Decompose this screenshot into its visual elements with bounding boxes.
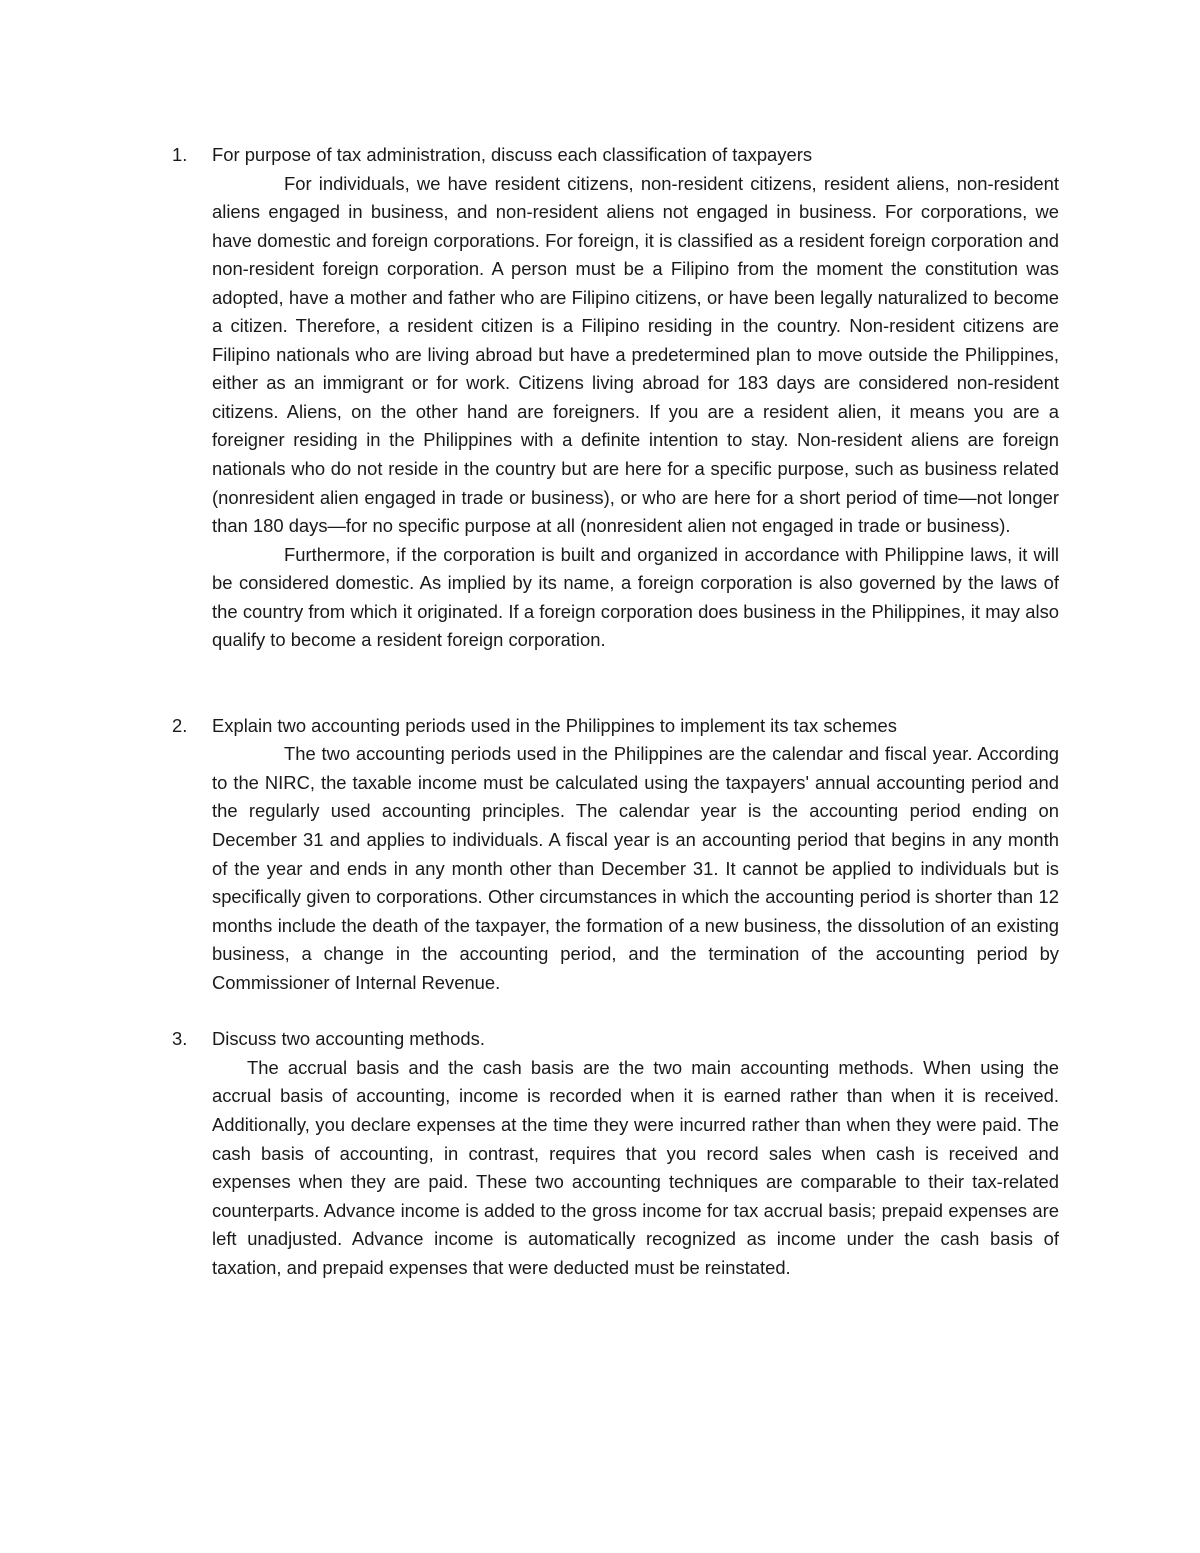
question-item-2 [172, 712, 1059, 997]
item-number: 3. [172, 1028, 188, 1050]
question-heading: For purpose of tax administration, discuss each classification of taxpayers [212, 144, 813, 165]
answer-paragraph: For individuals, we have resident citizens, non-resident citizens, resident aliens, non-resident aliens engaged in business, and non-resident aliens not engaged in business. For corporations, we have domestic and foreign corporations. For foreign, it is classified as a resident foreign corporation and non-resident foreign corporation. A person must be a Filipino from the moment the constitution was adopted, have a mother and father who are Filipino citizens, or have been legally naturalized to become a citizen. Therefore, a resident citizen is a Filipino residing in the country. Non-resident citizens are Filipino nationals who are living abroad but have a predetermined plan to move outside the Philippines, either as an immigrant or for work. Citizens living abroad for 183 days are considered non-resident citizens. Aliens, on the other hand are foreigners. If you are a resident alien, it means you are a foreigner residing in the Philippines with a definite intention to stay. Non-resident aliens are foreign nationals who do not reside in the country but are here for a specific purpose, such as business related (nonresident alien engaged in trade or business), or who are here for a short period of time—not longer than 180 days—for no specific purpose at all (nonresident alien not engaged in trade or business). [212, 172, 1059, 537]
question-heading: Explain two accounting periods used in the Philippines to implement its tax schemes [212, 714, 897, 736]
question-heading: Discuss two accounting methods. [212, 1028, 485, 1050]
item-number: 1. [172, 144, 188, 165]
document-body [172, 141, 1059, 1282]
question-item-1 [172, 141, 1059, 655]
answer-paragraph: The two accounting periods used in the Philippines are the calendar and fiscal year. According to the NIRC, the taxable income must be calculated using the taxpayers' annual accounting period and the regularly used accounting principles. The calendar year is the accounting period ending on December 31 and applies to individuals. A fiscal year is an accounting period that begins in any month of the year and ends in any month other than December 31. It cannot be applied to individuals but is specifically given to corporations. Other circumstances in which the accounting period is shorter than 12 months include the death of the taxpayer, the formation of a new business, the dissolution of an existing business, a change in the accounting period, and the termination of the accounting period by Commissioner of Internal Revenue. [212, 743, 1059, 993]
item-number: 2. [172, 714, 188, 736]
answer-paragraph: The accrual basis and the cash basis are the two main accounting methods. When using the accrual basis of accounting, income is recorded when it is earned rather than when it is received. Additionally, you declare expenses at the time they were incurred rather than when they were paid. The cash basis of accounting, in contrast, requires that you record sales when cash is received and expenses when they are paid. These two accounting techniques are comparable to their tax-related counterparts. Advance income is added to the gross income for tax accrual basis; prepaid expenses are left unadjusted. Advance income is automatically recognized as income under the cash basis of taxation, and prepaid expenses that were deducted must be reinstated. [212, 1056, 1059, 1278]
answer-paragraph: Furthermore, if the corporation is built and organized in accordance with Philippine laws, it will be considered domestic. As implied by its name, a foreign corporation is also governed by the laws of the country from which it originated. If a foreign corporation does business in the Philippines, it may also qualify to become a resident foreign corporation. [212, 543, 1059, 651]
question-item-3 [172, 1025, 1059, 1282]
